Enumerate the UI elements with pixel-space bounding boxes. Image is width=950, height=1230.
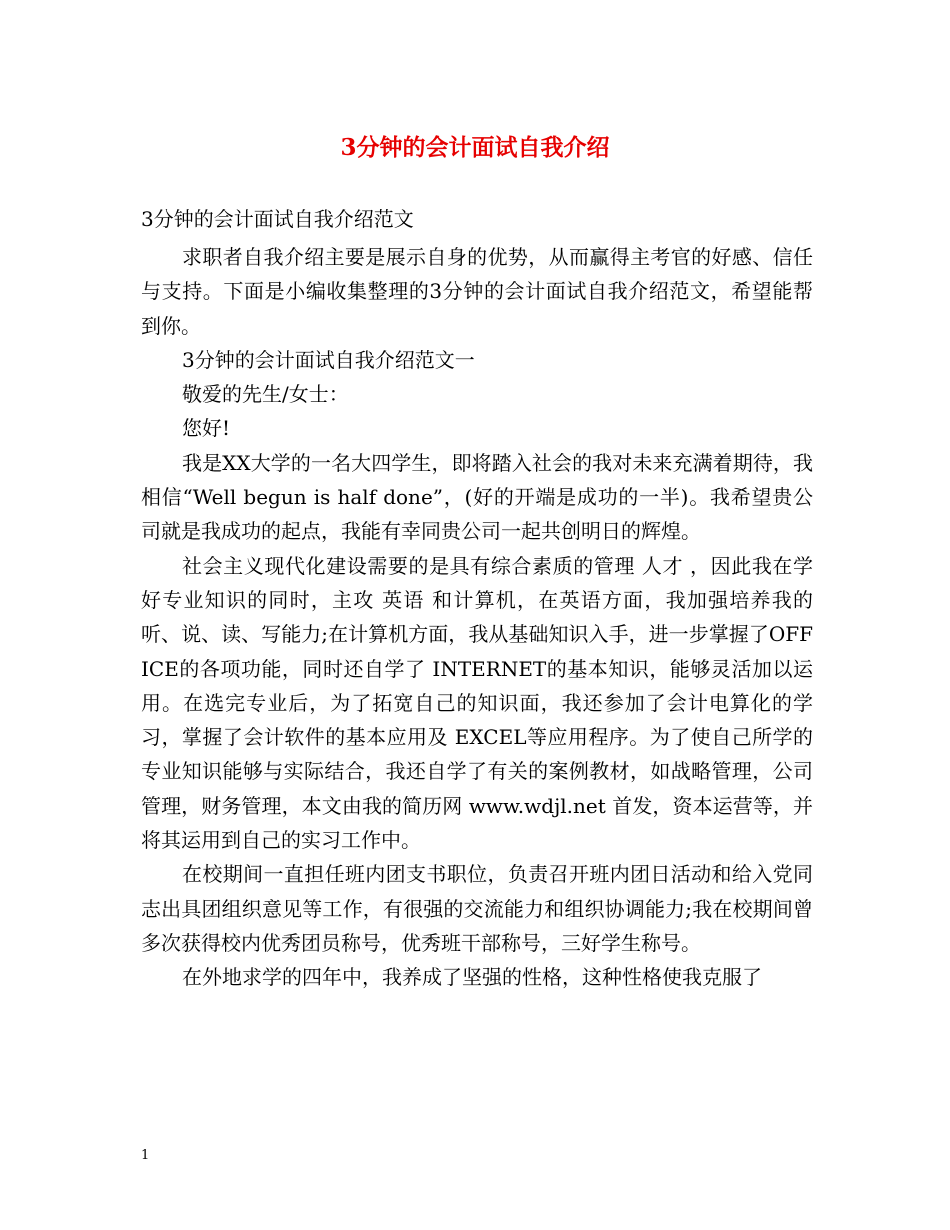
paragraph: 您好! (182, 416, 231, 441)
paragraph: 在外地求学的四年中，我养成了坚强的性格，这种性格使我克服了 (182, 965, 762, 990)
paragraph: 敬爱的先生/女士： (182, 382, 349, 407)
paragraph: 3分钟的会计面试自我介绍范文一 (182, 347, 475, 372)
document-subtitle: 3分钟的会计面试自我介绍范文 (141, 207, 414, 231)
paragraph: 社会主义现代化建设需要的是具有综合素质的管理 人才 ，因此我在学好专业知识的同时，主攻 英语 和计算机，在英语方面，我加强培养我的听、说、读、写能力;在计算机方面，我从基础知识入手，进一步掌握了OFFICE的各项功能，同时还自学了 INTERNET的基本知识，能够灵活加以运用。在选完专业后，为了拓宽自己的知识面，我还参加了会计电算化的学习，掌握了会计软件的基本应用及 EXCEL等应用程序。为了使自己所学的专业知识能够与实际结合，我还自学了有关的案例教材，如战略管理，公司管理，财务管理，本文由我的简历网 www.wdjl.net 首发，资本运营等，并将其运用到自己的实习工作中。 (141, 553, 813, 853)
page-number: 1 (141, 1148, 150, 1163)
paragraph: 在校期间一直担任班内团支书职位，负责召开班内团日活动和给入党同志出具团组织意见等工作，有很强的交流能力和组织协调能力;我在校期间曾多次获得校内优秀团员称号，优秀班干部称号，三好学生称号。 (141, 862, 813, 955)
document-body (141, 240, 813, 995)
document-title: 3分钟的会计面试自我介绍 (340, 134, 610, 161)
paragraph: 求职者自我介绍主要是展示自身的优势，从而赢得主考官的好感、信任与支持。下面是小编收集整理的3分钟的会计面试自我介绍范文，希望能帮到你。 (141, 245, 813, 338)
paragraph: 我是XX大学的一名大四学生，即将踏入社会的我对未来充满着期待，我相信“Well begun is half done”，(好的开端是成功的一半)。我希望贵公司就是我成功的起点，我能有幸同贵公司一起共创明日的辉煌。 (141, 450, 813, 544)
